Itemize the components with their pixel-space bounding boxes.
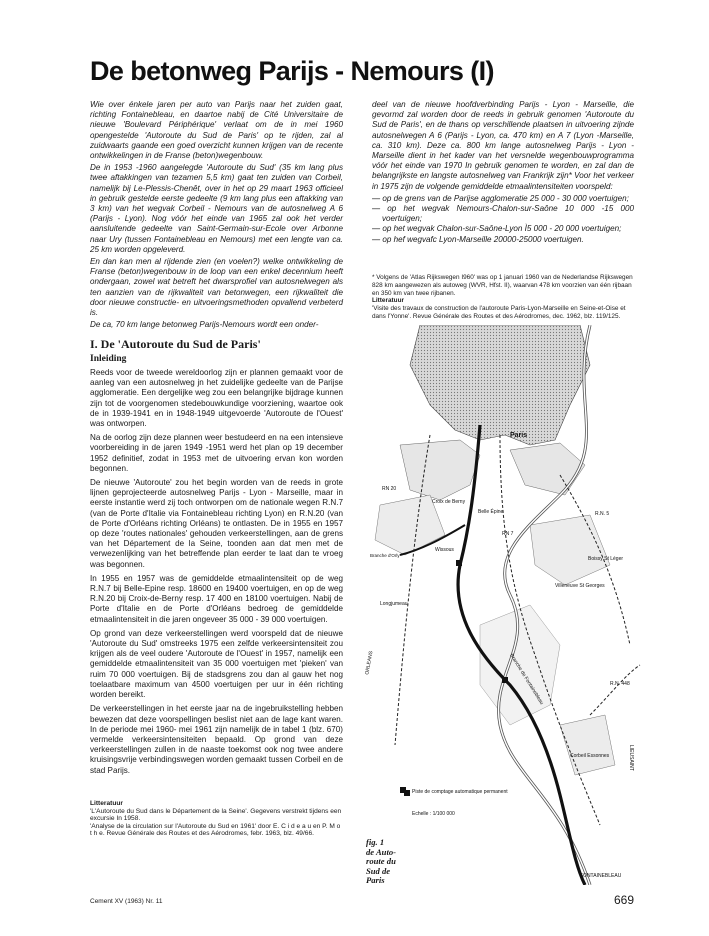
suburb-area <box>400 440 480 500</box>
intro-right-column <box>372 100 634 248</box>
rn448-line <box>590 665 640 715</box>
map-label: FONTAINEBLEAU <box>580 873 622 879</box>
body-paragraph: Reeds voor de tweede wereldoorlog zijn er plannen gemaakt voor de aanleg van een autosnelweg jn het zuidelijke gedeelte van de Parijse agglomeratie. Een dergelijke weg zou een belangrijke bijdrage kunnen zijn tot de voorgenomen stedebouwkundige voorziening, waartoe ook de in 1939-1941 en in 1948-1949 uitgevoerde 'Autoroute de l'Ouest' was ontworpen. <box>90 368 343 429</box>
body-paragraph: Na de oorlog zijn deze plannen weer bestudeerd en na een intensieve voorbereiding in de jaren 1949 -1951 werd het plan op 19 december 1952 definitief, zodat in 1953 met de uitvoering ervan kon worden begonnen. <box>90 433 343 473</box>
map-label: RN 7 <box>502 531 514 537</box>
map-label: Paris <box>510 432 528 439</box>
footnote-block <box>372 274 634 321</box>
page-number: 669 <box>614 893 635 907</box>
map-label: Branche d'Orly <box>370 553 400 558</box>
map-label: Villeneuve St Georges <box>555 583 605 589</box>
subsection-title: Inleiding <box>90 354 127 364</box>
forecast-item: — op hef wegvafc Lyon-Marseille 20000-25000 voertuigen. <box>372 234 584 244</box>
literature-heading: Litteratuur <box>90 800 123 807</box>
literature-reference: 'Analyse de la circulation sur l'Autoroute du Sud en 1961' door E. C i d e a u en P. M o t h e. Revue Générale des Routes et des Aérodromes, febr. 1963, blz. 49/66. <box>90 822 341 838</box>
body-column <box>90 368 343 780</box>
counter-marker <box>456 560 462 566</box>
map-label: Belle Épine <box>478 509 504 515</box>
literature-reference: 'Visite des travaux de construction de l'autoroute Paris-Lyon-Marseille en Seine-et-Oise et dans l'Yonne'. Revue Générale des Routes et des Aérodromes, dec. 1962, blz. 119/125. <box>372 305 626 320</box>
intro-paragraph: Wie over énkele jaren per auto van Parijs naar het zuiden gaat, richting Fontainebleau, en daartoe nabij de Cité Universitaire de nieuwe 'Boulevard Périphérique' verlaat om de in mei 1960 opengestelde 'Autoroute du Sud de Paris' op te rijden, zal al zuidwaarts gaande een goed overzicht kunnen krijgen van de recente ontwikkelingen in de Franse (beton)wegenbouw. <box>90 100 343 161</box>
figure-caption-line: Paris <box>366 875 385 886</box>
suburb-area <box>560 715 615 775</box>
suburb-area <box>510 443 585 495</box>
body-paragraph: In 1955 en 1957 was de gemiddelde etmaalintensiteit op de weg R.N.7 bij Belle-Epine resp. 18600 en 19400 voertuigen, en op de weg R.N.20 bij Croix-de-Berny resp. 17 400 en 18100 voertuigen. Nabij de Porte d'Italie en de Porte d'Orléans bedroeg de gemiddelde etmaalintensiteit in die jaren ongeveer 35 000 - 39 000 voertuigen. <box>90 573 343 624</box>
article-title: De betonweg Parijs - Nemours (I) <box>90 56 494 86</box>
figure-caption-line: route du <box>366 856 396 867</box>
map-legend: Piste de comptage automatique permanent <box>412 789 508 795</box>
map-label: Boissy St Léger <box>588 556 624 562</box>
legend-counter-icon <box>400 787 406 793</box>
map-label: RN 20 <box>382 486 397 492</box>
map-label: ORLEANS <box>364 650 375 676</box>
figure-caption-line: Sud de <box>366 865 391 876</box>
intro-paragraph: De in 1953 -1960 aangelegde 'Autoroute du Sud' (35 km lang plus twee aftakkingen van tezamen 5,5 km) gaat ten zuiden van Corbeil, namelijk bij Le-Plessis-Chenêt, over in het op 29 maart 1963 officieel in gebruik gestelde eerste gedeelte (9 km lang plus een aftakking van 3 km) van het wegvak Corbeil - Nemours van de autosnelweg A 6 (Parijs - Lyon). Nog vóór het einde van 1965 zal ook het verder aansluitende gedeelte van Saint-Germain-sur-Ecole over Arbonne naar Ury (tussen Fontainebleau en Nemours) met een lengte van ca. 25 km worden opgeleverd. <box>90 163 343 254</box>
route-map <box>360 325 645 885</box>
intro-left-column <box>90 100 343 332</box>
body-paragraph: De verkeerstellingen in het eerste jaar na de ingebruikstelling hebben bewezen dat deze voorspellingen beslist niet aan de lage kant waren. In de periode mei 1960- mei 1961 zijn namelijk de in tabel 1 (blz. 670) vermelde verkeersintensiteiten bepaald. Op grond van deze verkeerstellingen zullen in de naaste toekomst ook nog twee andere kruisingsvrije verbindingswegen worden gemaakt tussen Corbeil en de stad Parijs. <box>90 704 343 775</box>
literature-block <box>90 800 343 838</box>
paris-urban-area <box>410 325 590 445</box>
intro-paragraph: En dan kan men al rijdende zien (en voelen?) welke ontwikkeling de Franse (beton)wegenbouw in de loop van een enkel decennium heeft ondergaan, zowel wat betreft het dwarsprofiel van autosnelwegen als ten aanzien van de rijkwaliteit van betonwegen, een rijkwaliteit die door nieuwe constructie- en uitvoeringsmethoden opvallend verbeterd is. <box>90 257 343 318</box>
body-paragraph: Op grond van deze verkeerstellingen werd voorspeld dat de nieuwe 'Autoroute du Sud' omstreeks 1975 een zelfde verkeersintensiteit zou krijgen als de veel oudere 'Autoroute de l'Ouest' in 1957, namelijk een gemiddelde etmaalintensiteit van 35 000 voertuigen met 'pieken' van ruim 70 000 voertuigen. Bij de stadsgrens zou dan al gauw het nog toelaatbare maximum van 4500 voertuigen per uur in één richting worden bereikt. <box>90 628 343 700</box>
figure-caption-line: fig. 1 <box>366 837 385 847</box>
figure-caption <box>366 838 396 886</box>
forecast-item: — op het wegvak Nemours-Chalon-sur-Saône 10 000 -15 000 voertuigen; <box>372 204 634 224</box>
map-scale: Echelle : 1/100 000 <box>412 811 455 817</box>
counter-marker <box>502 677 508 683</box>
suburb-area <box>530 515 610 585</box>
intro-continuation: deel van de nieuwe hoofdverbinding Parijs - Lyon - Marseille, die gevormd zal worden door de reeds in gebruik genomen 'Autoroute du Sud de Paris', en de thans op verschillende plaatsen in uitvoering zijnde autosnelwegen A 6 (Parijs - Lyon, ca. 470 km) en A 7 (Lyon -Marseille, ca. 310 km). Deze ca. 800 km lange autosnelweg Parijs - Lyon - Marseille dient in het kader van het versnelde wegenbouwprogramma vóór het einde van 1970 In gebruik genomen te worden, en zal dan de belangrijkste en langste autosnelweg van Frankrijk zijn* Voor het verkeer in 1975 zijn de volgende gemiddelde etmaalintensiteiten voorspeld: <box>372 100 634 191</box>
map-label: Croix de Berny <box>432 499 466 505</box>
intro-paragraph: De ca, 70 km lange betonweg Parijs-Nemours wordt een onder- <box>90 320 319 330</box>
literature-heading: Litteratuur <box>372 297 404 305</box>
map-label: R.N. 5 <box>595 511 610 517</box>
figure-caption-line: de Auto- <box>366 846 396 857</box>
forecast-item: — op de grens van de Parijse agglomeratie 25 000 - 30 000 voertuigen; <box>372 193 629 203</box>
map-label: Wissous <box>435 547 454 553</box>
literature-reference: 'L'Autoroute du Sud dans le Département de la Seine'. Gegevens verstrekt tijdens een excursie In 1958. <box>90 807 342 823</box>
forecast-list <box>372 194 634 245</box>
map-label: Longjumeau <box>380 601 408 607</box>
map-label: Branche de Fontainebleau <box>508 652 545 706</box>
forecast-item: — op het wegvak Chalon-sur-Saône-Lyon Ì5 000 - 20 000 voertuigen; <box>372 224 622 234</box>
footnote: * Volgens de 'Atlas Rijkswegen I960' was op 1 januari 1960 van de Nederlandse Rijkswegen 828 km aangewezen als autoweg (WVR, Hfst. II), waarvan 478 km voorzien van één rijbaan en 350 km van twee rijbanen. <box>372 274 633 297</box>
section-title: I. De 'Autoroute du Sud de Paris' <box>90 337 261 351</box>
map-label: LIEUSAINT <box>628 745 634 771</box>
body-paragraph: De nieuwe 'Autoroute' zou het begin worden van de reeds in grote lijnen geprojecteerde autosnelweg Parijs - Lyon - Marseille, maar in eerste instantie werd zij toch ontworpen om de nationale wegen R.N.7 (van de Porte d'Italie via Fontainebleau richting Lyon) en R.N.20 (van de Porte d'Orléans richting Orléans) te ontlasten. De in 1955 en 1957 op deze 'routes nationales' gehouden verkeerstellingen, aan de grens van het Département de la Seine, toonden aan dat men met de verwezenlijking van het betreffende plan eerder te laat dan te vroeg was begonnen. <box>90 478 343 569</box>
map-label: R.N. 448 <box>610 681 630 687</box>
map-label: Corbeil Essonnes <box>570 753 610 759</box>
journal-reference: Cement XV (1963) Nr. 11 <box>90 898 163 905</box>
